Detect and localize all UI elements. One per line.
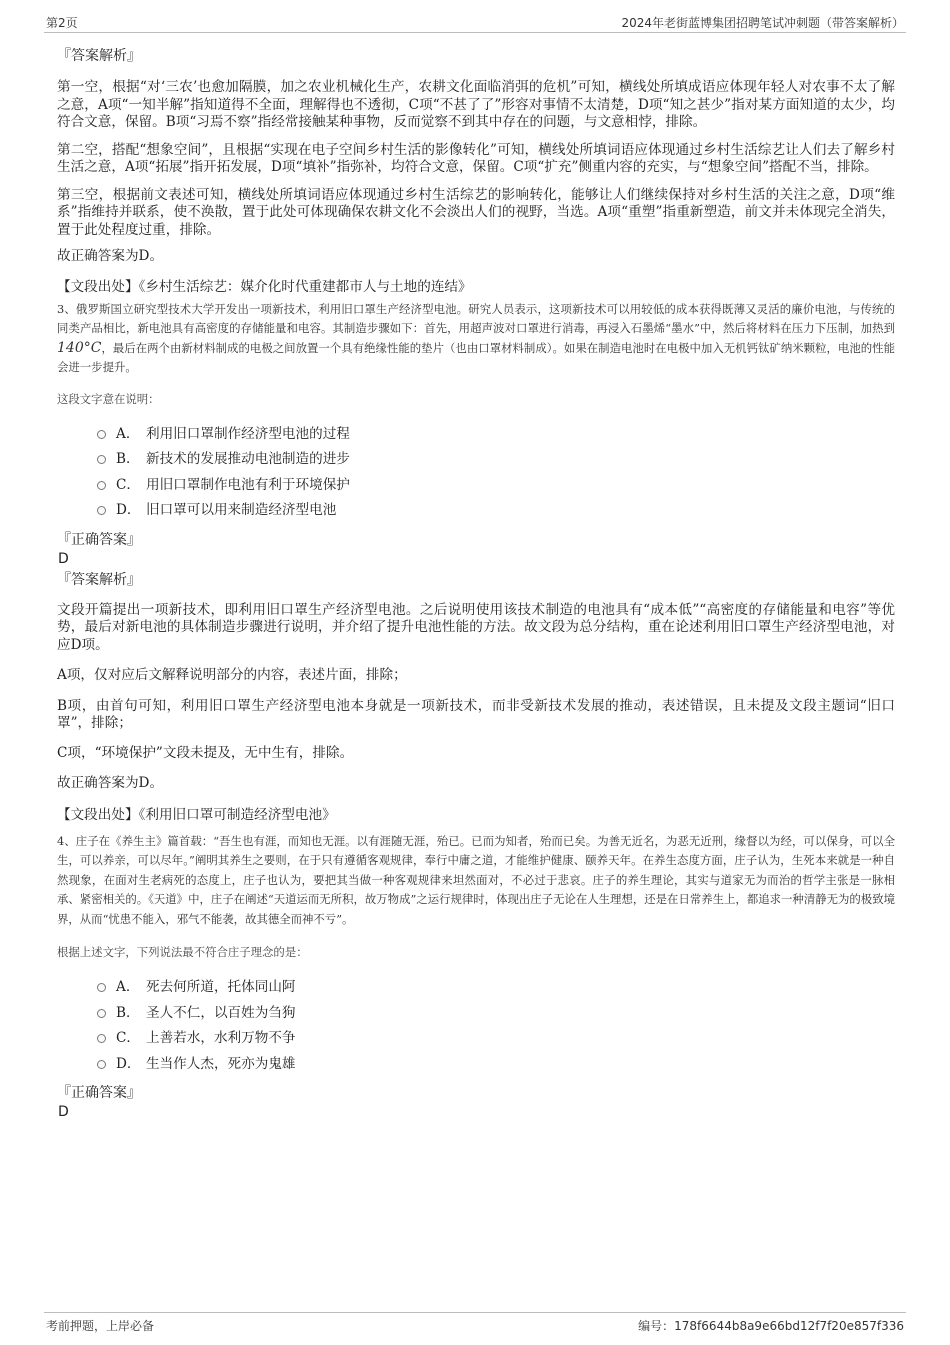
radio-icon[interactable] xyxy=(97,455,106,464)
analysis-conclusion: 故正确答案为D。 xyxy=(57,248,164,264)
radio-icon[interactable] xyxy=(97,1034,106,1043)
document-id: 编号：178f6644b8a9e66bd12f7f20e857f336 xyxy=(638,1319,904,1333)
analysis-paragraph-2: A项，仅对应后文解释说明部分的内容，表述片面，排除； xyxy=(57,667,407,683)
question-4-stem: 4、庄子在《养生主》篇首载：“吾生也有涯，而知也无涯。以有涯随无涯，殆已。已而为知者，殆而已矣。为善无近名，为恶无近刑，缘督以为经，可以保身，可以全生，可以养亲，可以尽年。”阐明其养生之要则，在于只有遵循客观规律，奉行中庸之道，才能维护健康、颐养天年。在养生态度方面，庄子认为，生死本来就是一种自然现象，在面对生老病死的态度上，庄子也认为，要把其当做一种客观规律来坦然面对，不必过于悲哀。庄子的养生理论，其实与道家无为而治的哲学主张是一脉相承、紧密相关的。《天道》中，庄子在阐述“天道运而无所积，故万物成”之运行规律时，体现出庄子无论在人生理想，还是在日常养生上，都追求一种清静无为的极致境界，从而“忧患不能入，邪气不能袭，故其德全而神不亏”。 xyxy=(57,833,895,926)
option-c[interactable]: C． 用旧口罩制作电池有利于环境保护 xyxy=(97,473,895,499)
analysis-conclusion: 故正确答案为D。 xyxy=(57,775,164,791)
question-4-options xyxy=(57,975,895,1077)
question-3-options xyxy=(57,422,895,524)
question-3-stem xyxy=(57,300,895,378)
source-citation: 【文段出处】《乡村生活综艺：媒介化时代重建都市人与土地的连结》 xyxy=(57,278,472,295)
option-c[interactable]: C． 上善若水，水利万物不争 xyxy=(97,1026,895,1052)
option-b[interactable]: B． 新技术的发展推动电池制造的进步 xyxy=(97,447,895,473)
analysis-paragraph-2: 第二空，搭配“想象空间”，且根据“实现在电子空间乡村生活的影像转化”可知，横线处所填词语应体现通过乡村生活综艺让人们去了解乡村生活之意，A项“拓展”指开拓发展，D项“填补”指弥补，均符合文意，保留。C项“扩充”侧重内容的充实，与“想象空间”搭配不当，排除。 xyxy=(57,141,895,175)
question-3-text-part-1: 3、俄罗斯国立研究型技术大学开发出一项新技术，利用旧口罩生产经济型电池。研究人员表示，这项新技术可以用较低的成本获得既薄又灵活的廉价电池，与传统的同类产品相比，新电池具有高密度的存储能量和电容。其制造步骤如下：首先，用超声波对口罩进行消毒，再浸入石墨烯“墨水”中，然后将材料在压力下压制，加热到 xyxy=(57,301,895,335)
radio-icon[interactable] xyxy=(97,506,106,515)
source-citation: 【文段出处】《利用旧口罩可制造经济型电池》 xyxy=(57,806,336,823)
radio-icon[interactable] xyxy=(97,1009,106,1018)
radio-icon[interactable] xyxy=(97,1060,106,1069)
option-a[interactable]: A． 死去何所道，托体同山阿 xyxy=(97,975,895,1001)
radio-icon[interactable] xyxy=(97,983,106,992)
correct-answer-mark: 『正确答案』 xyxy=(57,531,141,548)
analysis-paragraph-3: B项，由首句可知，利用旧口罩生产经济型电池本身就是一项新技术，而非受新技术发展的推动，表述错误，且未提及文段主题词“旧口罩”，排除； xyxy=(57,697,895,731)
radio-icon[interactable] xyxy=(97,430,106,439)
option-a[interactable]: A． 利用旧口罩制作经济型电池的过程 xyxy=(97,422,895,448)
correct-answer: D xyxy=(58,550,69,567)
option-d[interactable]: D． 生当作人杰，死亦为鬼雄 xyxy=(97,1052,895,1078)
temperature-value: 140°C xyxy=(57,339,102,356)
page-content xyxy=(57,46,895,1121)
correct-answer-mark: 『正确答案』 xyxy=(57,1085,141,1101)
question-4-prompt: 根据上述文字，下列说法最不符合庄子理念的是： xyxy=(57,945,308,959)
page-number: 第2页 xyxy=(46,16,78,30)
page-header xyxy=(44,10,906,33)
document-title: 2024年老街蓝博集团招聘笔试冲刺题（带答案解析） xyxy=(621,16,904,30)
option-b[interactable]: B． 圣人不仁，以百姓为刍狗 xyxy=(97,1001,895,1027)
analysis-paragraph-1: 文段开篇提出一项新技术，即利用旧口罩生产经济型电池。之后说明使用该技术制造的电池具有“成本低”“高密度的存储能量和电容”等优势，最后对新电池的具体制造步骤进行说明，并介绍了提升电池性能的方法。故文段为总分结构，重在论述利用旧口罩生产经济型电池，对应D项。 xyxy=(57,601,895,653)
analysis-paragraph-3: 第三空，根据前文表述可知，横线处所填词语应体现通过乡村生活综艺的影响转化，能够让人们继续保持对乡村生活的关注之意，D项“维系”指维持并联系，使不涣散，置于此处可体现确保农耕文化不会淡出人们的视野，当选。A项“重塑”指重新塑造，前文并未体现完全消失，置于此处程度过重，排除。 xyxy=(57,186,895,238)
analysis-paragraph-4: C项，“环境保护”文段未提及，无中生有，排除。 xyxy=(57,744,354,761)
question-3-text-part-2: ，最后在两个由新材料制成的电极之间放置一个具有绝缘性能的垫片（也由口罩材料制成）。如果在制造电池时在电极中加入无机钙钛矿纳米颗粒，电池的性能会进一步提升。 xyxy=(57,340,895,374)
page-footer xyxy=(44,1312,906,1337)
question-3-prompt: 这段文字意在说明： xyxy=(57,391,160,406)
correct-answer: D xyxy=(58,1104,69,1120)
analysis-mark: 『答案解析』 xyxy=(57,48,141,64)
analysis-paragraph-1: 第一空，根据“对‘三农’也愈加隔膜，加之农业机械化生产，农耕文化面临消弭的危机”可知，横线处所填成语应体现年轻人对农事不太了解之意，A项“一知半解”指知道得不全面，理解得也不透彻，C项“不甚了了”形容对事情不太清楚，D项“知之甚少”指对某方面知道的太少，均符合文意，保留。B项“习焉不察”指经常接触某种事物，反而觉察不到其中存在的问题，与文意相悖，排除。 xyxy=(57,79,895,130)
footer-slogan: 考前押题，上岸必备 xyxy=(46,1319,155,1333)
radio-icon[interactable] xyxy=(97,481,106,490)
option-d[interactable]: D． 旧口罩可以用来制造经济型电池 xyxy=(97,498,895,524)
analysis-mark: 『答案解析』 xyxy=(57,571,141,588)
